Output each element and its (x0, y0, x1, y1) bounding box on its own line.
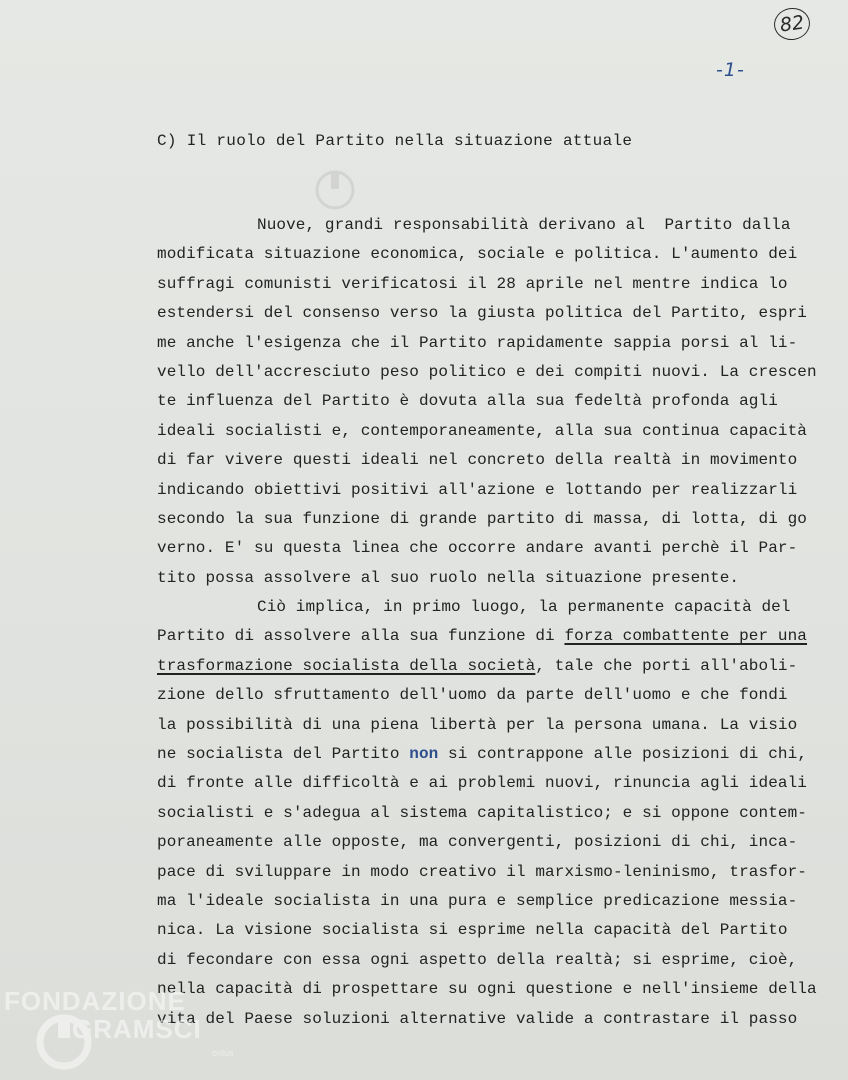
text-line: secondo la sua funzione di grande partito di massa, di lotta, di go (157, 509, 808, 528)
archive-number-circled: 82 (772, 6, 812, 43)
underlined-phrase: trasformazione socialista della società (157, 656, 536, 675)
watermark-suffix: onlus (212, 1048, 234, 1058)
text-line: nella capacità di prospettare su ogni questione e nell'insieme della (157, 980, 817, 999)
text-segment: si contrappone alle posizioni di chi, (438, 745, 808, 764)
text-line: suffragi comunisti verificatosi il 28 aprile nel mentre indica lo (157, 274, 788, 293)
text-line (157, 652, 837, 681)
text-line: indicando obiettivi positivi all'azione e lottando per realizzarli (157, 480, 798, 499)
text-line: modificata situazione economica, sociale e politica. L'aumento dei (157, 245, 798, 264)
text-line: nica. La visione socialista si esprime nella capacità del Partito (157, 921, 788, 940)
text-line: me anche l'esigenza che il Partito rapidamente sappia porsi al li- (157, 333, 798, 352)
document-title: C) Il ruolo del Partito nella situazione attuale (157, 132, 633, 150)
text-line (157, 740, 837, 769)
text-line: la possibilità di una piena libertà per la persona umana. La visio (157, 715, 798, 734)
watermark-line1: FONDAZIONE (4, 986, 186, 1016)
text-line: di fecondare con essa ogni aspetto della realtà; si esprime, cioè, (157, 950, 798, 969)
text-line: tito possa assolvere al suo ruolo nella situazione presente. (157, 568, 740, 587)
text-line: socialisti e s'adegua al sistema capitalistico; e si oppone contem- (157, 803, 808, 822)
text-segment: , tale che porti all'aboli- (535, 656, 798, 675)
text-line (157, 622, 837, 651)
watermark-line2: GRAMSCI (72, 1014, 202, 1044)
page-number: -1- (716, 59, 745, 81)
text-line: verno. E' su questa linea che occorre andare avanti perchè il Par- (157, 539, 798, 558)
text-line: zione dello sfruttamento dell'uomo da parte dell'uomo e che fondi (157, 686, 788, 705)
text-line: di far vivere questi ideali nel concreto della realtà in movimento (157, 451, 798, 470)
text-line: pace di sviluppare in modo creativo il marxismo-leninismo, trasfor- (157, 862, 808, 881)
underlined-phrase: forza combattente per una (564, 627, 808, 646)
text-line: Ciò implica, in primo luogo, la permanente capacità del (257, 598, 791, 617)
faint-emblem-icon (305, 165, 365, 215)
handwritten-correction: non (409, 745, 439, 764)
text-line: vello dell'accresciuto peso politico e dei compiti nuovi. La crescen (157, 362, 817, 381)
text-line: di fronte alle difficoltà e ai problemi nuovi, rinuncia agli ideali (157, 774, 808, 793)
fondazione-gramsci-watermark (4, 982, 254, 1077)
text-line: te influenza del Partito è dovuta alla sua fedeltà profonda agli (157, 392, 778, 411)
document-body (157, 211, 837, 1034)
text-line: vita del Paese soluzioni alternative valide a contrastare il passo (157, 1009, 798, 1028)
text-line: Nuove, grandi responsabilità derivano al Partito dalla (257, 216, 791, 234)
text-line: estendersi del consenso verso la giusta politica del Partito, espri (157, 304, 808, 323)
text-segment: ne socialista del Partito (157, 745, 410, 764)
text-line: ma l'ideale socialista in una pura e semplice predicazione messia- (157, 891, 798, 910)
text-line: poraneamente alle opposte, ma convergenti, posizioni di chi, inca- (157, 833, 798, 852)
text-segment: Partito di assolvere alla sua funzione di (157, 627, 565, 646)
text-line: ideali socialisti e, contemporaneamente, alla sua continua capacità (157, 421, 808, 440)
